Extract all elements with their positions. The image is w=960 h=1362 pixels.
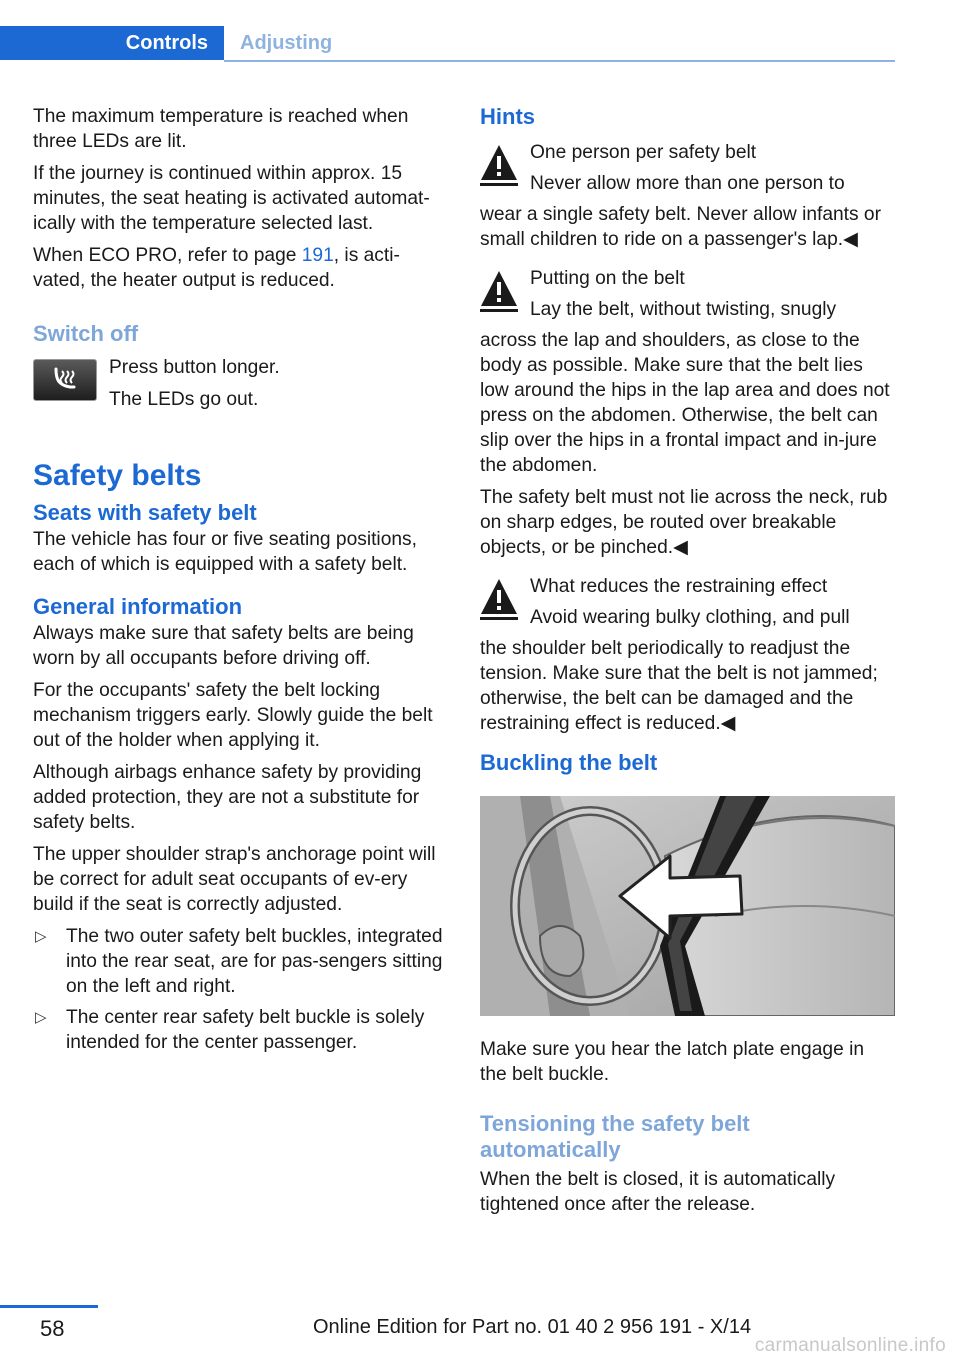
- page-header: [0, 26, 895, 62]
- switch-off-heading: Switch off: [33, 321, 139, 346]
- triangle-bullet-icon: ▷: [35, 1009, 47, 1026]
- page-number: 58: [40, 1316, 65, 1341]
- list-item: ▷ The two outer safety belt buckles, integrated into the rear seat, are for pas‐sengers sitting on the left and right.: [35, 926, 443, 997]
- general-p2: For the occupants' safety the belt locking mechanism triggers early. Slowly guide the belt out of the holder when applying it.: [33, 680, 433, 751]
- footer-divider: [0, 1305, 98, 1308]
- warning-one-person: [480, 140, 895, 252]
- general-p1: Always make sure that safety belts are being worn by all occupants before driving off.: [33, 623, 414, 669]
- belt-buckle-list: [33, 924, 448, 1055]
- header-divider: [224, 60, 895, 62]
- switch-off-line2: The LEDs go out.: [109, 389, 259, 410]
- seats-heading: Seats with safety belt: [33, 500, 257, 525]
- list-item: ▷ The center rear safety belt buckle is solely intended for the center passenger.: [35, 1007, 425, 1053]
- tab-adjusting[interactable]: Adjusting: [240, 31, 333, 54]
- warning-first-line: Lay the belt, without twisting, snugly: [530, 299, 837, 320]
- warning-triangle-icon: [480, 268, 518, 312]
- warning-body: across the lap and shoulders, as close to the body as possible. Make sure that the belt lies low around the hips in the lap area and does not press on the abdomen. Otherwise, the belt can slip over the hips in a frontal impact and in‐jure the abdomen.: [480, 330, 890, 476]
- left-column: [33, 104, 448, 1061]
- seats-text: The vehicle has four or five seating positions, each of which is equipped with a safety belt.: [33, 529, 417, 575]
- seat-heating-icon: [33, 359, 97, 401]
- general-information-heading: General information: [33, 594, 243, 619]
- warning-body: wear a single safety belt. Never allow infants or small children to ride on a passenger's lap.◀: [480, 204, 881, 250]
- warning-putting-on-belt: [480, 266, 895, 560]
- warning-first-line: Avoid wearing bulky clothing, and pull: [530, 607, 850, 628]
- general-p4: The upper shoulder strap's anchorage point will be correct for adult seat occupants of ev‐ery build if the seat is correctly adjusted.: [33, 844, 436, 915]
- buckling-belt-illustration: [480, 796, 895, 1016]
- tab-controls[interactable]: Controls: [0, 26, 224, 60]
- tensioning-text: When the belt is closed, it is automatically tightened once after the release.: [480, 1169, 836, 1215]
- warning-title: Putting on the belt: [530, 268, 685, 289]
- warning-triangle-icon: [480, 142, 518, 186]
- watermark: carmanualsonline.info: [754, 1335, 946, 1356]
- eco-pro-text: When ECO PRO, refer to page 191, is acti‐vated, the heater output is reduced.: [33, 245, 400, 291]
- warning-title: One person per safety belt: [530, 142, 757, 163]
- warning-title: What reduces the restraining effect: [530, 576, 828, 597]
- switch-off-line1: Press button longer.: [109, 357, 280, 378]
- general-p3: Although airbags enhance safety by providing added protection, they are not a substitute for safety belts.: [33, 762, 422, 833]
- triangle-bullet-icon: ▷: [35, 928, 47, 945]
- switch-off-row: [33, 355, 448, 419]
- max-temperature-text: The maximum temperature is reached when three LEDs are lit.: [33, 106, 409, 152]
- page-link-191[interactable]: 191: [301, 245, 334, 266]
- warning-body: the shoulder belt periodically to readjust the tension. Make sure that the belt is not jammed; otherwise, the belt can be damaged and the restraining effect is reduced.◀: [480, 638, 878, 734]
- footer-edition: Online Edition for Part no. 01 40 2 956 191 - X/14: [313, 1316, 752, 1338]
- hints-heading: Hints: [480, 104, 535, 129]
- warning-triangle-icon: [480, 576, 518, 620]
- buckling-text: Make sure you hear the latch plate engage in the belt buckle.: [480, 1039, 865, 1085]
- tensioning-heading: Tensioning the safety belt automatically: [480, 1111, 750, 1162]
- warning-extra: The safety belt must not lie across the neck, rub on sharp edges, be routed over breakable objects, or be pinched.◀: [480, 487, 888, 558]
- safety-belts-title: Safety belts: [33, 459, 202, 492]
- right-column: [480, 104, 895, 1224]
- warning-restraining-effect: [480, 574, 895, 736]
- journey-continued-text: If the journey is continued within approx. 15 minutes, the seat heating is activated automat‐ically with the temperature selected last.: [33, 163, 430, 234]
- warning-first-line: Never allow more than one person to: [530, 173, 845, 194]
- buckling-heading: Buckling the belt: [480, 750, 658, 775]
